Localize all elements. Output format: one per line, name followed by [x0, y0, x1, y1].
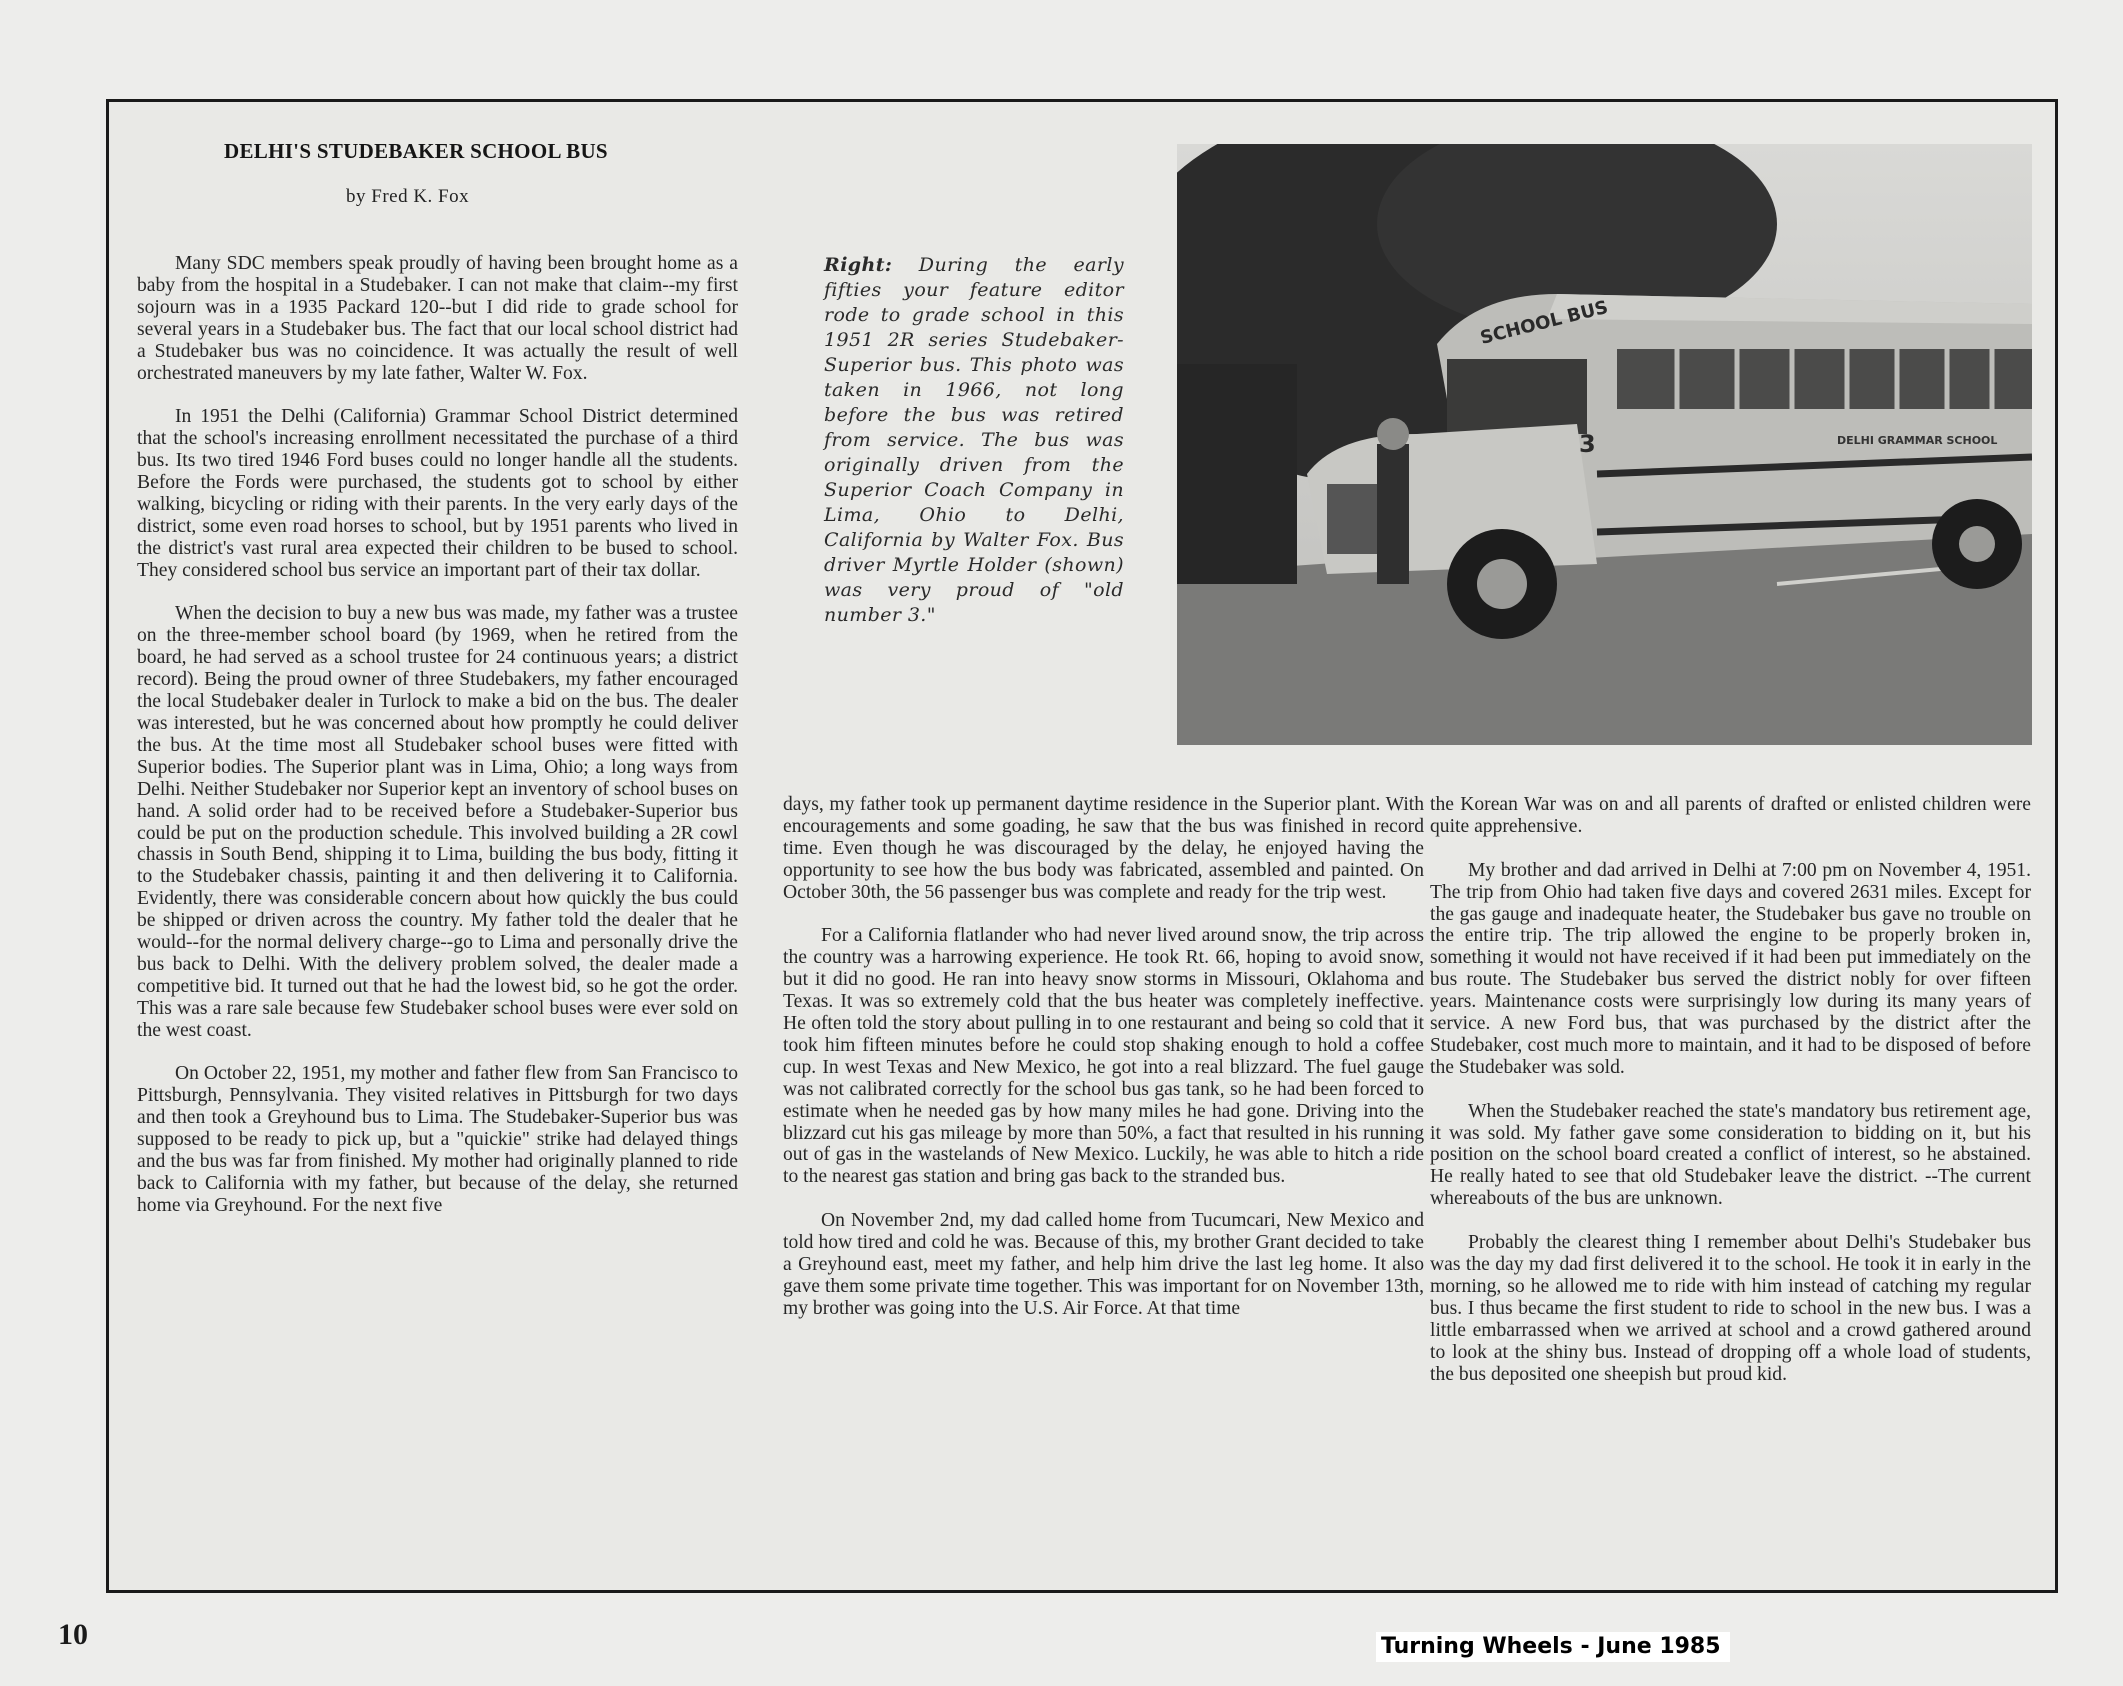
- column-2: [783, 794, 1424, 1342]
- paragraph: Probably the clearest thing I remember about Delhi's Studebaker bus was the day my dad first delivered it to the school. He took it in early in the morning, so he allowed me to ride with him instead of catching my regular bus. I thus became the first student to ride to school in the new bus. I was a little embarrassed when we arrived at school and a crowd gathered around to look at the shiny bus. Instead of dropping off a whole load of students, the bus deposited one sheepish but proud kid.: [1430, 1232, 2031, 1385]
- paragraph: On October 22, 1951, my mother and father flew from San Francisco to Pittsburgh, Pennsylvania. They visited relatives in Pittsburgh for two days and then took a Greyhound bus to Lima. The Studebaker-Superior bus was supposed to be ready to pick up, but a "quickie" strike had delayed things and the bus was far from finished. My mother had originally planned to ride back to California with my father, but because of the delay, she returned home via Greyhound. For the next five: [137, 1063, 738, 1216]
- column-1: [137, 253, 738, 1239]
- paragraph: days, my father took up permanent daytime residence in the Superior plant. With encouragements and some goading, he saw that the bus was finished in record time. Even though he was discouraged by the delay, he enjoyed having the opportunity to see how the bus body was fabricated, assembled and painted. On October 30th, the 56 passenger bus was complete and ready for the trip west.: [783, 794, 1424, 903]
- paragraph: On November 2nd, my dad called home from Tucumcari, New Mexico and told how tired and cold he was. Because of this, my brother Grant decided to take a Greyhound east, meet my father, and help him drive the last leg home. It also gave them some private time together. This was important for on November 13th, my brother was going into the U.S. Air Force. At that time: [783, 1210, 1424, 1319]
- column-3: [1430, 794, 2031, 1407]
- photo-caption: [824, 253, 1124, 628]
- paragraph: When the decision to buy a new bus was made, my father was a trustee on the three-member school board (by 1969, when he retired from the board, he had served as a school trustee for 24 continuous years; a district record). Being the proud owner of three Studebakers, my father encouraged the local Studebaker dealer in Turlock to make a bid on the bus. The dealer was interested, but he was concerned about how promptly he could deliver the bus. At the time most all Studebaker school buses were fitted with Superior bodies. The Superior plant was in Lima, Ohio; a long ways from Delhi. Neither Studebaker nor Superior kept an inventory of school buses on hand. A solid order had to be received before a Studebaker-Superior bus could be put on the production schedule. This involved building a 2R cowl chassis in South Bend, shipping it to Lima, building the bus body, fitting it to the Studebaker chassis, painting it and then delivering it to California. Evidently, there was considerable concern about how quickly the bus could be shipped or driven across the country. My father told the dealer that he would--for the normal delivery charge--go to Lima and personally drive the bus back to Delhi. With the delivery problem solved, the dealer made a competitive bid. It turned out that he had the lowest bid, so he got the order. This was a rare sale because few Studebaker school buses were ever sold on the west coast.: [137, 603, 738, 1041]
- paragraph: My brother and dad arrived in Delhi at 7:00 pm on November 4, 1951. The trip from Ohio had taken five days and covered 2631 miles. Except for the gas gauge and inadequate heater, the Studebaker bus gave no trouble on the entire trip. The trip allowed the engine to be properly broken in, something it would not have received if it had been put immediately on the bus route. The Studebaker bus served the district nobly for over fifteen years. Maintenance costs were surprisingly low during its many years of service. A new Ford bus, that was purchased by the district after the Studebaker, cost much more to maintain, and it had to be disposed of before the Studebaker was sold.: [1430, 859, 2031, 1078]
- paragraph: Many SDC members speak proudly of having been brought home as a baby from the hospital in a Studebaker. I can not make that claim--my first sojourn was in a 1935 Packard 120--but I did ride to grade school for several years in a Studebaker bus. The fact that our local school district had a Studebaker bus was no coincidence. It was actually the result of well orchestrated maneuvers by my late father, Walter W. Fox.: [137, 253, 738, 384]
- paragraph: the Korean War was on and all parents of drafted or enlisted children were quite apprehensive.: [1430, 794, 2031, 837]
- bus-photo: [1177, 144, 2032, 745]
- bus-number: 3: [1579, 430, 1596, 458]
- page-number: 10: [58, 1618, 88, 1651]
- paragraph: When the Studebaker reached the state's mandatory bus retirement age, it was sold. My father gave some consideration to bidding on it, but his position on the school board created a conflict of interest, so he abstained. He really hated to see that old Studebaker leave the district. --The current whereabouts of the bus are unknown.: [1430, 1100, 2031, 1210]
- school-bus-photo-image: [1177, 144, 2032, 745]
- publication-label: Turning Wheels - June 1985: [1376, 1632, 1730, 1662]
- article-title: DELHI'S STUDEBAKER SCHOOL BUS: [224, 139, 608, 163]
- article-byline: by Fred K. Fox: [346, 186, 470, 207]
- caption-lead: Right:: [824, 254, 893, 276]
- paragraph: For a California flatlander who had never lived around snow, the trip across the country was a harrowing experience. He took Rt. 66, hoping to avoid snow, but it did no good. He ran into heavy snow storms in Missouri, Oklahoma and Texas. It was so extremely cold that the bus heater was completely ineffective. He often told the story about pulling in to one restaurant and being so cold that it took him fifteen minutes before he could stop shaking enough to hold a coffee cup. In west Texas and New Mexico, he got into a real blizzard. The fuel gauge was not calibrated correctly for the school bus gas tank, so he had been forced to estimate when he needed gas by how many miles he had gone. Driving into the blizzard cut his gas mileage by more than 50%, a fact that resulted in his running out of gas in the wastelands of New Mexico. Luckily, he was able to hitch a ride to the nearest gas station and bring gas back to the stranded bus.: [783, 925, 1424, 1188]
- side-lettering: DELHI GRAMMAR SCHOOL: [1837, 434, 1998, 447]
- paragraph: In 1951 the Delhi (California) Grammar School District determined that the school's increasing enrollment necessitated the purchase of a third bus. Its two tired 1946 Ford buses could no longer handle all the students. Before the Fords were purchased, the students got to school by either walking, bicycling or riding with their parents. In the very early days of the district, some even road horses to school, but by 1951 parents who lived in the district's vast rural area expected their children to be bused to school. They considered school bus service an important part of their tax dollar.: [137, 406, 738, 581]
- roof-sign: SCHOOL BUS: [1478, 296, 1611, 349]
- caption-text: During the early fifties your feature editor rode to grade school in this 1951 2R series Studebaker-Superior bus. This photo was taken in 1966, not long before the bus was retired from service. The bus was originally driven from the Superior Coach Company in Lima, Ohio to Delhi, California by Walter Fox. Bus driver Myrtle Holder (shown) was very proud of "old number 3.": [824, 254, 1124, 626]
